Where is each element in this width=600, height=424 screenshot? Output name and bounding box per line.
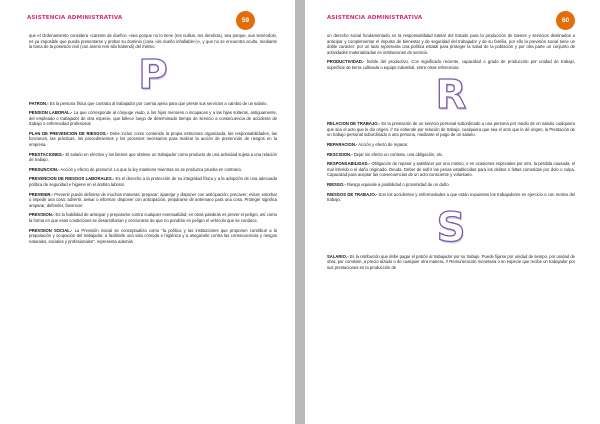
right-page [305, 0, 600, 424]
glossary-entry [29, 212, 277, 223]
glossary-definition: Es la prestación de un servicio personal subordinado a una persona por medio de un salario cualquiera que sea el acto que le dio origen. // Se entiende por relación de trabajo, cualquiera que sea el acto que le dé origen, la Prestación de un trabajo personal subordinado a una persona, mediante el pago de un salario. [327, 121, 575, 138]
glossary-entry [327, 142, 575, 148]
page-header: ASISTENCIA ADMINISTRATIVA [27, 15, 123, 21]
glossary-definition: Índole del productivo. Con significado reciente, capacidad o grado de producción por unidad de trabajo, superficie de tierra cultivada o equipo industrial, entre otras referencias. [327, 59, 575, 70]
glossary-definition: Son los accidentes y enfermedades a que están expuestos los trabajadores en ejercicio o con motivo del trabajo. [327, 191, 575, 203]
glossary-term: PREVENCION DE RIESGOS LABORALES.- [29, 176, 115, 182]
page-number-badge: 60 [556, 11, 575, 30]
glossary-definition: La que corresponde al cónyuge viudo, a los hijos menores o incapaces y a las hijas solteras, antiguamente, del empleado o trabajador de otra especie, que fallece luego de determinado tiempo de servicio a consecuencia de accidente de trabajo o enfermedad profesional. [29, 110, 277, 127]
left-page [0, 0, 295, 424]
glossary-list [327, 59, 575, 70]
glossary-term: PLAN DE PREVENCION DE RIESGOS.- [29, 130, 109, 136]
glossary-term: RESPONSABILIDAD.- [327, 161, 371, 167]
glossary-term: PREVISION SOCIAL.- [29, 227, 73, 233]
glossary-list [327, 121, 575, 202]
glossary-list [327, 254, 575, 271]
continuation-paragraph: un derecho social fundamentado en la responsabilidad tutelar del Estado para la producción de bienes y servicios destinados a anticipar y complementar el impulso de bienestar y de seguridad del trabajador y de su familia, por ello la previsión social tiene un doble carácter: por un lado representa una política estatal para proteger la salud de la población y por otra parte un conjunto de actividades materializadas en instituciones de servicio. [327, 33, 575, 55]
glossary-term: SALARIO.- [327, 253, 349, 259]
glossary-term: RESCISION.- [327, 151, 353, 157]
glossary-entry [327, 121, 575, 138]
glossary-entry [327, 192, 575, 203]
glossary-term: PREVENIR.- [29, 191, 53, 197]
glossary-term: PATRON.- [29, 100, 49, 106]
glossary-entry [327, 161, 575, 178]
glossary-definition: Es la retribución que debe pagar el patrón al trabajador por su trabajo. Puede fijarse por unidad de tiempo, por unidad de obra, por comisión, a precio alzado o de cualquier otra manera. // Remuneración monetaria o en especie que recibe un trabajador por sus prestaciones en la producción de [327, 253, 575, 270]
continuation-paragraph: que el Ordenamiento considera «carente de dueño» «sea porque no lo tiene (res nullius, res derelicta), sea porque, aun teniéndolo, es ya imposible que pueda presentarse y probar su dominio (cosa «de dueño inhallable»)», y que no se encuentra oculto, mediante la toma de la posesión civil (con ánimo rem sibi habendi) del mismo. [29, 33, 277, 49]
glossary-term: PENSION LABORAL.- [29, 110, 73, 116]
glossary-definition: El salario en efectivo y los bienes que obtiene un trabajador como producto de una actividad sujeta a una relación de trabajo. [29, 151, 277, 163]
section-letter-r: R [435, 72, 467, 119]
glossary-definition: Es la habilidad de anticipar y prepararse contra cualquier eventualidad; en otras palabras es prever el peligro, así como la forma en que esas condiciones se desarrollarían y cerciorarse de que no pondrán en peligro el vehículo que se conduce. [29, 212, 277, 223]
page-content [327, 33, 575, 274]
glossary-definition: Es la persona física que contrata al trabajador por cuenta ajena para que preste sus servicios a cambio de un salario. [49, 100, 268, 106]
glossary-term: PRODUCTIVIDAD.- [327, 59, 365, 65]
glossary-entry [29, 228, 277, 245]
glossary-term: RELACION DE TRABAJO.- [327, 121, 381, 127]
glossary-definition: Es el derecho a la protección de su integridad física y a la adopción de una adecuada política de seguridad e higiene en el ámbito laboral. [29, 176, 277, 187]
glossary-term: RIESGOS DE TRABAJO.- [327, 191, 378, 197]
glossary-entry [29, 176, 277, 187]
glossary-entry [29, 167, 277, 173]
glossary-term: REPARACION.- [327, 141, 358, 147]
glossary-entry [327, 182, 575, 188]
glossary-term: PRESUNCION.- [29, 166, 60, 172]
glossary-definition: Riesgo equivale a posibilidad o proximidad de un daño. [347, 181, 450, 187]
page-content [29, 33, 277, 248]
glossary-entry [29, 192, 277, 209]
glossary-entry [327, 59, 575, 70]
glossary-entry [29, 101, 277, 107]
glossary-entry [29, 131, 277, 148]
section-letter-s: S [436, 204, 466, 251]
glossary-entry [327, 254, 575, 271]
glossary-definition: Prevenir puede definirse de muchas maneras: preparar; aparejar y disponer con anticipación; precaver; evitar; estorbar o impedir una cosa; advertir, avisar o informar; disponer con anticipación, prepararse de antemano para una cosa. Proteger significa amparar, defender, favorecer. [29, 191, 277, 208]
page-number-badge: 59 [236, 11, 255, 30]
glossary-definition: Obligación de reparar y satisfacer por uno mismo, o en ocasiones especiales por otro, la pérdida causada, el mal inferido o el daño originado. Deuda. Deber de sufrir las penas establecidas para los delitos o faltas cometidas por dolo o culpa. Capacidad para aceptar las consecuencias de un acto consciente y voluntario. [327, 161, 575, 178]
glossary-definition: Acción y efecto de presumir. La que la ley mantiene mientras no se produzca prueba en contrario. [60, 166, 242, 172]
glossary-entry [327, 152, 575, 158]
glossary-term: PRESTACIONES.- [29, 151, 65, 157]
glossary-entry [29, 152, 277, 163]
glossary-term: RIESGO.- [327, 181, 346, 187]
glossary-definition: Dejar sin efecto un contrato, una obligación, etc. [353, 151, 444, 157]
glossary-entry [29, 110, 277, 127]
page-header: ASISTENCIA ADMINISTRATIVA [327, 15, 423, 21]
section-letter-p: P [138, 51, 168, 98]
glossary-list [29, 101, 277, 245]
glossary-definition: Debe incluir como contenido la propia estructura organizada, las responsabilidades, las funciones, las prácticas, los procedimientos y los procesos necesarios para realizar la acción de prevención de riesgos en la empresa. [29, 130, 278, 147]
glossary-term: PREVISION.- [29, 212, 55, 218]
glossary-definition: Acción y efecto de reparar. [358, 141, 409, 147]
glossary-definition: La Previsión Social se conceptualiza como "la política y las instituciones que proponen contribuir a la preparación y ocupación del trabajador, a facilitarle una vida cómoda e higiénica y a asegurarle contra las consecuencias y riesgos naturales, sociales y profesionales", representa además [29, 227, 277, 244]
